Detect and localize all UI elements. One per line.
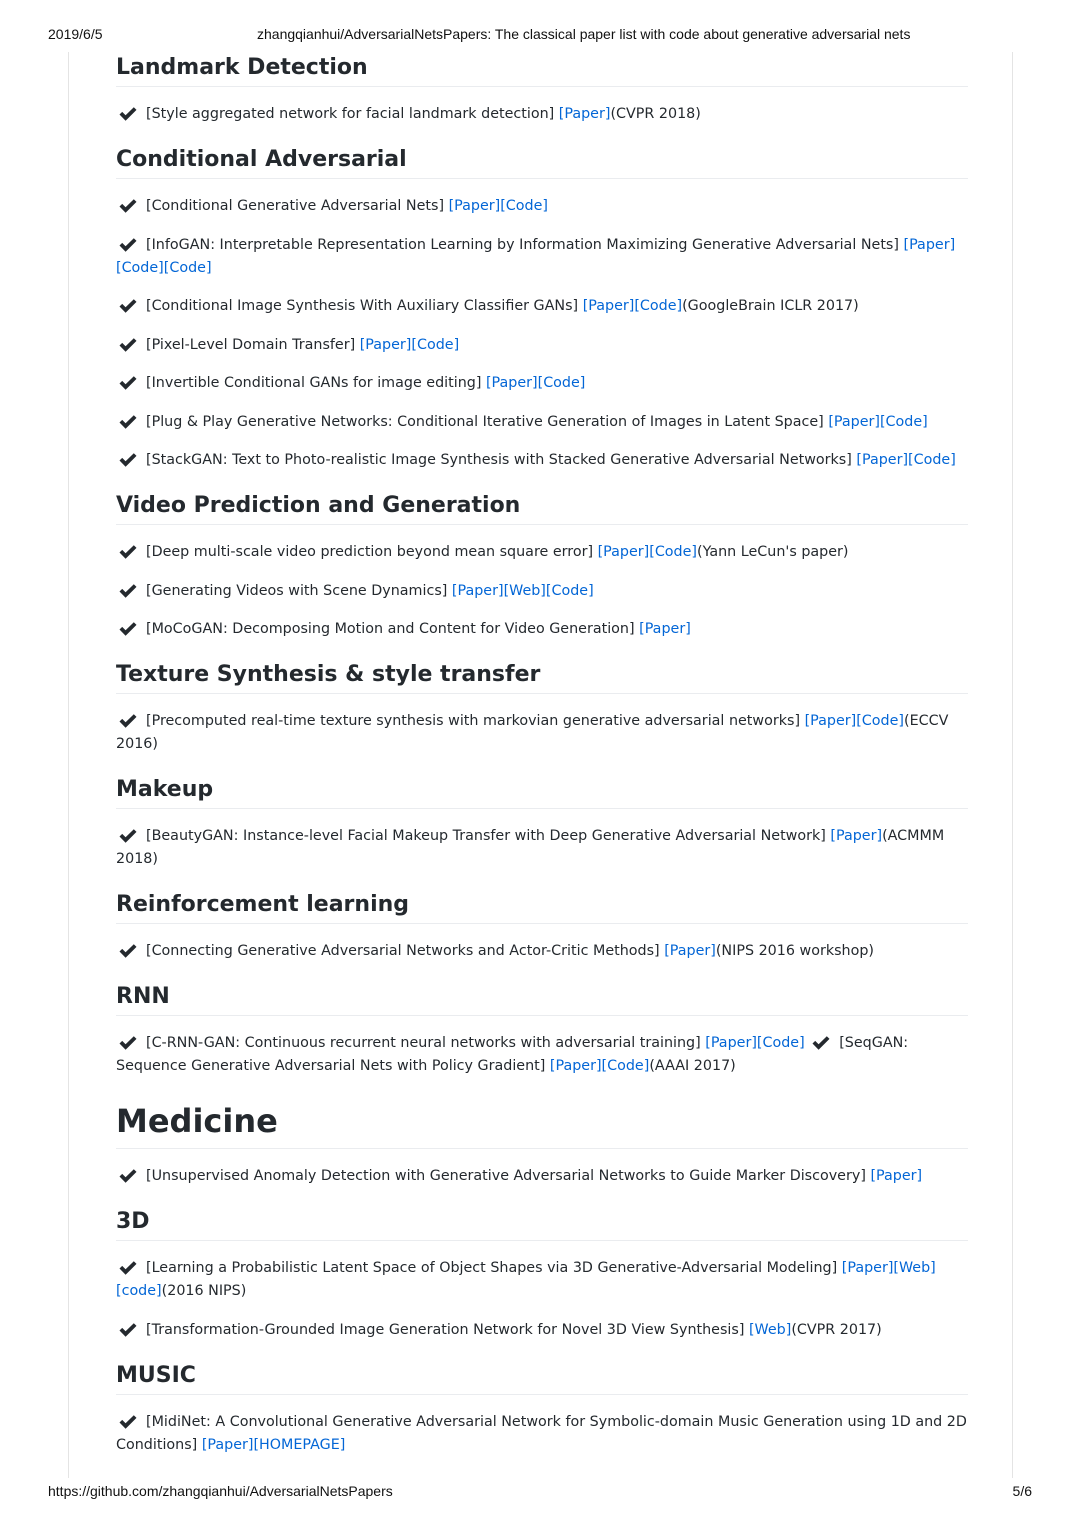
paper-link[interactable]: [Paper] (558, 106, 611, 122)
paper-list (116, 809, 968, 871)
paper-link[interactable]: [Paper] (804, 713, 857, 729)
paper-list (116, 87, 968, 126)
section-heading: MUSIC (116, 1360, 968, 1395)
paper-title: [MoCoGAN: Decomposing Motion and Content for Video Generation] (146, 621, 635, 637)
heavy-check-mark-icon (118, 450, 138, 470)
paper-title: [Pixel-Level Domain Transfer] (146, 336, 356, 353)
paper-title: [Invertible Conditional GANs for image editing] (146, 375, 482, 391)
code-link[interactable]: [Code] (649, 544, 698, 560)
list-item (116, 449, 968, 472)
heavy-check-mark-icon (118, 335, 138, 355)
paper-link[interactable]: [Paper] (828, 413, 880, 430)
paper-link[interactable]: [Paper] (841, 1260, 894, 1276)
heavy-check-mark-icon (118, 104, 138, 124)
heavy-check-mark-icon (118, 941, 138, 961)
code-link[interactable]: [Code] (411, 336, 460, 353)
list-item (116, 580, 968, 603)
paper-title: [MidiNet: A Convolutional Generative Adversarial Network for Symbolic-domain Music Generation using 1D and 2D Conditions] (116, 1413, 967, 1453)
paper-title: [InfoGAN: Interpretable Representation Learning by Information Maximizing Generative Adversarial Nets] (146, 236, 899, 253)
paper-link[interactable]: [Paper] (451, 582, 504, 599)
section-heading-large: Medicine (116, 1098, 968, 1149)
paper-link[interactable]: [Paper] (448, 198, 501, 214)
code-link[interactable]: [Code] (756, 1035, 805, 1051)
paper-title: [StackGAN: Text to Photo-realistic Image Synthesis with Stacked Generative Adversarial Networks] (146, 452, 852, 468)
readme-content (116, 52, 968, 1457)
paper-title: [Learning a Probabilistic Latent Space of Object Shapes via 3D Generative-Adversarial Modeling] (146, 1260, 838, 1276)
paper-title: [Generating Videos with Scene Dynamics] (146, 582, 448, 599)
paper-note: (NIPS 2016 workshop) (715, 943, 875, 959)
page-frame-right-rule (1012, 52, 1013, 1478)
paper-title: [Plug & Play Generative Networks: Conditional Iterative Generation of Images in Latent Space] (146, 413, 824, 430)
list-item (116, 411, 968, 434)
web-link[interactable]: [Web] (748, 1321, 792, 1338)
paper-link[interactable]: [Paper] (201, 1436, 254, 1453)
section-reinforcement-learning (116, 889, 968, 963)
section-heading: Landmark Detection (116, 52, 968, 87)
paper-note: (2016 NIPS) (161, 1283, 247, 1299)
list-item (116, 195, 968, 218)
paper-title: [Precomputed real-time texture synthesis with markovian generative adversarial networks] (146, 713, 801, 729)
web-link[interactable]: [Web] (503, 582, 546, 599)
paper-title: [Conditional Image Synthesis With Auxiliary Classifier GANs] (146, 298, 579, 314)
list-item (116, 1319, 968, 1342)
paper-title: [Unsupervised Anomaly Detection with Generative Adversarial Networks to Guide Marker Discovery] (146, 1168, 866, 1184)
list-item (116, 1257, 968, 1303)
section-video-prediction (116, 490, 968, 641)
paper-link[interactable]: [Paper] (485, 375, 538, 391)
list-item (116, 1411, 968, 1457)
paper-list (116, 179, 968, 472)
code-link[interactable]: [Code] (163, 259, 212, 276)
print-url: https://github.com/zhangqianhui/AdversarialNetsPapers (48, 1483, 393, 1499)
print-doc-title: zhangqianhui/AdversarialNetsPapers: The classical paper list with code about generative adversarial nets (257, 26, 911, 42)
code-link[interactable]: [Code] (879, 413, 928, 430)
paper-list (116, 694, 968, 756)
paper-note: (ECCV 2016) (116, 713, 949, 752)
list-item (116, 825, 968, 871)
list-item (116, 103, 968, 126)
paper-link[interactable]: [Paper] (856, 452, 909, 468)
paper-title: [Style aggregated network for facial landmark detection] (146, 106, 555, 122)
list-item (116, 372, 968, 395)
heavy-check-mark-icon (118, 542, 138, 562)
paper-title: [BeautyGAN: Instance-level Facial Makeup Transfer with Deep Generative Adversarial Network] (146, 828, 826, 844)
paper-title: [Transformation-Grounded Image Generation Network for Novel 3D View Synthesis] (146, 1321, 745, 1338)
section-heading: 3D (116, 1206, 968, 1241)
paper-title: [C-RNN-GAN: Continuous recurrent neural networks with adversarial training] (146, 1035, 701, 1051)
code-link[interactable]: [Code] (856, 713, 904, 729)
paper-list (116, 1395, 968, 1457)
paper-title: [Deep multi-scale video prediction beyond mean square error] (146, 544, 594, 560)
paper-link[interactable]: [Paper] (870, 1168, 923, 1184)
paper-list (116, 1149, 968, 1188)
heavy-check-mark-icon (118, 1258, 138, 1278)
print-header (48, 26, 1032, 46)
paper-link[interactable]: [Paper] (359, 336, 412, 353)
section-heading: Conditional Adversarial (116, 144, 968, 179)
code-link[interactable]: [Code] (634, 298, 683, 314)
code-link[interactable]: [Code] (537, 375, 586, 391)
print-page-number: 5/6 (1012, 1483, 1032, 1499)
web-link[interactable]: [Web] (893, 1260, 936, 1276)
paper-title: [Connecting Generative Adversarial Networks and Actor-Critic Methods] (146, 943, 660, 959)
homepage-link[interactable]: [HOMEPAGE] (253, 1436, 346, 1453)
heavy-check-mark-icon (118, 1320, 138, 1340)
heavy-check-mark-icon (118, 826, 138, 846)
paper-title: [SeqGAN: Sequence Generative Adversarial Nets with Policy Gradient] (116, 1035, 909, 1074)
paper-link[interactable]: [Paper] (582, 298, 635, 314)
heavy-check-mark-icon (118, 711, 138, 731)
section-medicine (116, 1098, 968, 1188)
list-item (116, 710, 968, 756)
code-link[interactable]: [code] (116, 1283, 162, 1299)
paper-note: (CVPR 2017) (791, 1321, 882, 1338)
section-3d (116, 1206, 968, 1342)
heavy-check-mark-icon (118, 1412, 138, 1432)
print-date: 2019/6/5 (48, 26, 103, 42)
code-link[interactable]: [Code] (116, 259, 164, 276)
section-heading: Reinforcement learning (116, 889, 968, 924)
paper-list (116, 1016, 968, 1078)
paper-list (116, 525, 968, 641)
section-texture-synthesis (116, 659, 968, 756)
paper-note: (Yann LeCun's paper) (697, 544, 849, 560)
paper-link[interactable]: [Paper] (830, 828, 883, 844)
paper-link[interactable]: [Paper] (639, 621, 691, 637)
section-conditional-adversarial (116, 144, 968, 472)
paper-note: (GoogleBrain ICLR 2017) (682, 298, 859, 314)
section-heading: Texture Synthesis & style transfer (116, 659, 968, 694)
paper-note: (CVPR 2018) (610, 106, 701, 122)
section-music (116, 1360, 968, 1457)
section-heading: Makeup (116, 774, 968, 809)
heavy-check-mark-icon (118, 235, 138, 255)
paper-list (116, 924, 968, 963)
heavy-check-mark-icon (118, 619, 138, 639)
paper-link[interactable]: [Paper] (903, 236, 956, 253)
list-item (116, 940, 968, 963)
heavy-check-mark-icon (811, 1033, 831, 1053)
section-landmark-detection (116, 52, 968, 126)
heavy-check-mark-icon (118, 1166, 138, 1186)
list-item (116, 295, 968, 318)
section-heading: Video Prediction and Generation (116, 490, 968, 525)
heavy-check-mark-icon (118, 581, 138, 601)
code-link[interactable]: [Code] (545, 582, 594, 599)
list-item (116, 1032, 968, 1078)
page-frame-left-rule (68, 52, 69, 1478)
paper-list (116, 1241, 968, 1342)
code-link[interactable]: [Code] (500, 198, 548, 214)
code-link[interactable]: [Code] (908, 452, 956, 468)
paper-link[interactable]: [Paper] (705, 1035, 757, 1051)
list-item (116, 541, 968, 564)
section-makeup (116, 774, 968, 871)
paper-note: (AAAI 2017) (649, 1058, 736, 1074)
section-heading: RNN (116, 981, 968, 1016)
print-footer (48, 1483, 1032, 1503)
list-item (116, 618, 968, 641)
paper-link[interactable]: [Paper] (597, 544, 650, 560)
list-item (116, 1165, 968, 1188)
heavy-check-mark-icon (118, 196, 138, 216)
paper-note: (ACMMM 2018) (116, 828, 945, 867)
paper-link[interactable]: [Paper] (664, 943, 716, 959)
heavy-check-mark-icon (118, 296, 138, 316)
code-link[interactable]: [Code] (601, 1058, 650, 1074)
heavy-check-mark-icon (118, 1033, 138, 1053)
heavy-check-mark-icon (118, 373, 138, 393)
paper-link[interactable]: [Paper] (549, 1058, 602, 1074)
list-item (116, 234, 968, 280)
heavy-check-mark-icon (118, 412, 138, 432)
section-rnn (116, 981, 968, 1078)
paper-title: [Conditional Generative Adversarial Nets] (146, 198, 445, 214)
list-item (116, 334, 968, 357)
